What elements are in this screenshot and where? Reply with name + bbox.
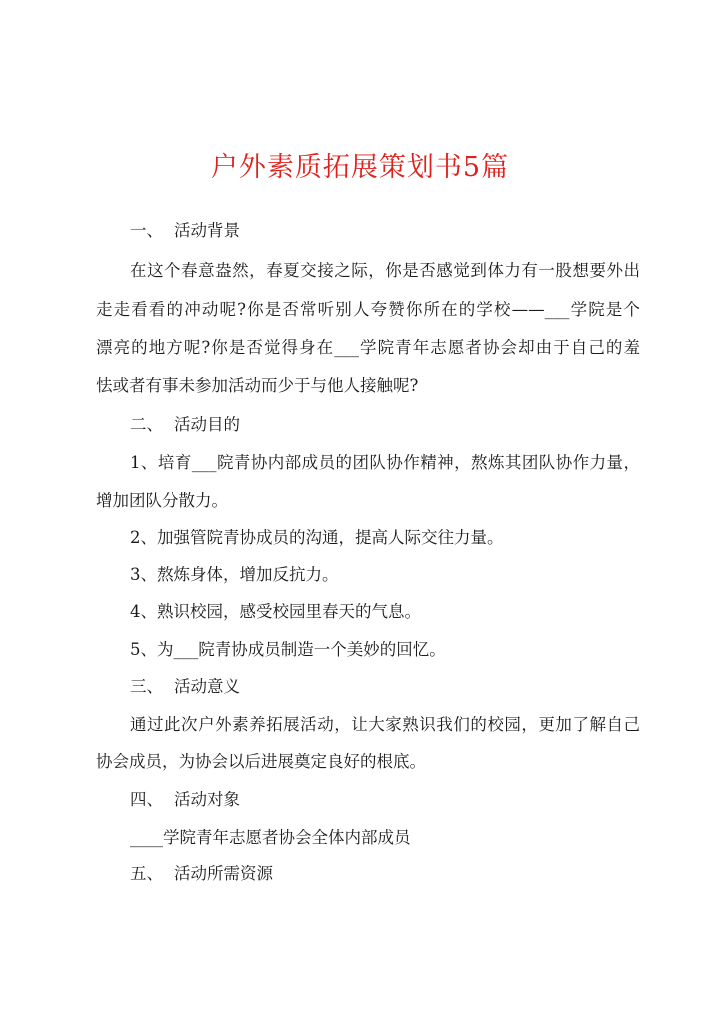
section-number: 一、	[130, 221, 163, 240]
list-item-continuation: 增加团队分散力。	[96, 491, 228, 510]
list-item: 1、培育___院青协内部成员的团队协作精神，熬炼其团队协作力量，	[130, 453, 640, 472]
section-title: 活动目的	[174, 415, 240, 434]
paragraph-line: 走走看看的冲动呢?你是否常听别人夸赞你所在的学校——___学院是个	[96, 300, 640, 319]
list-item: 2、加强管院青协成员的沟通，提高人际交往力量。	[130, 528, 504, 547]
section-heading-4	[130, 788, 240, 812]
section-number: 三、	[130, 677, 163, 696]
section-title: 活动背景	[174, 221, 240, 240]
section-heading-3	[130, 675, 240, 699]
list-item: 3、熬炼身体，增加反抗力。	[130, 565, 339, 584]
paragraph-line: 在这个春意盎然，春夏交接之际，你是否感觉到体力有一股想要外出	[130, 261, 640, 280]
document-title: 户外素质拓展策划书5篇	[210, 152, 510, 183]
section-title: 活动所需资源	[174, 864, 273, 883]
section-heading-5	[130, 862, 273, 886]
section-number: 二、	[130, 415, 163, 434]
list-item: 5、为___院青协成员制造一个美妙的回忆。	[130, 640, 446, 659]
paragraph-line: 漂亮的地方呢?你是否觉得身在___学院青年志愿者协会却由于自己的羞	[96, 338, 640, 357]
paragraph-line: 通过此次户外素养拓展活动，让大家熟识我们的校园，更加了解自己	[130, 715, 640, 734]
list-item: 4、熟识校园，感受校园里春天的气息。	[130, 602, 421, 621]
paragraph-line: 怯或者有事未参加活动而少于与他人接触呢?	[96, 376, 419, 395]
section-title: 活动意义	[174, 677, 240, 696]
section-number: 四、	[130, 790, 163, 809]
section-heading-1	[130, 219, 240, 243]
section-heading-2	[130, 413, 240, 437]
section-number: 五、	[130, 864, 163, 883]
paragraph-line: ____学院青年志愿者协会全体内部成员	[130, 828, 411, 847]
paragraph-line: 协会成员，为协会以后进展奠定良好的根底。	[96, 752, 426, 771]
section-title: 活动对象	[174, 790, 240, 809]
